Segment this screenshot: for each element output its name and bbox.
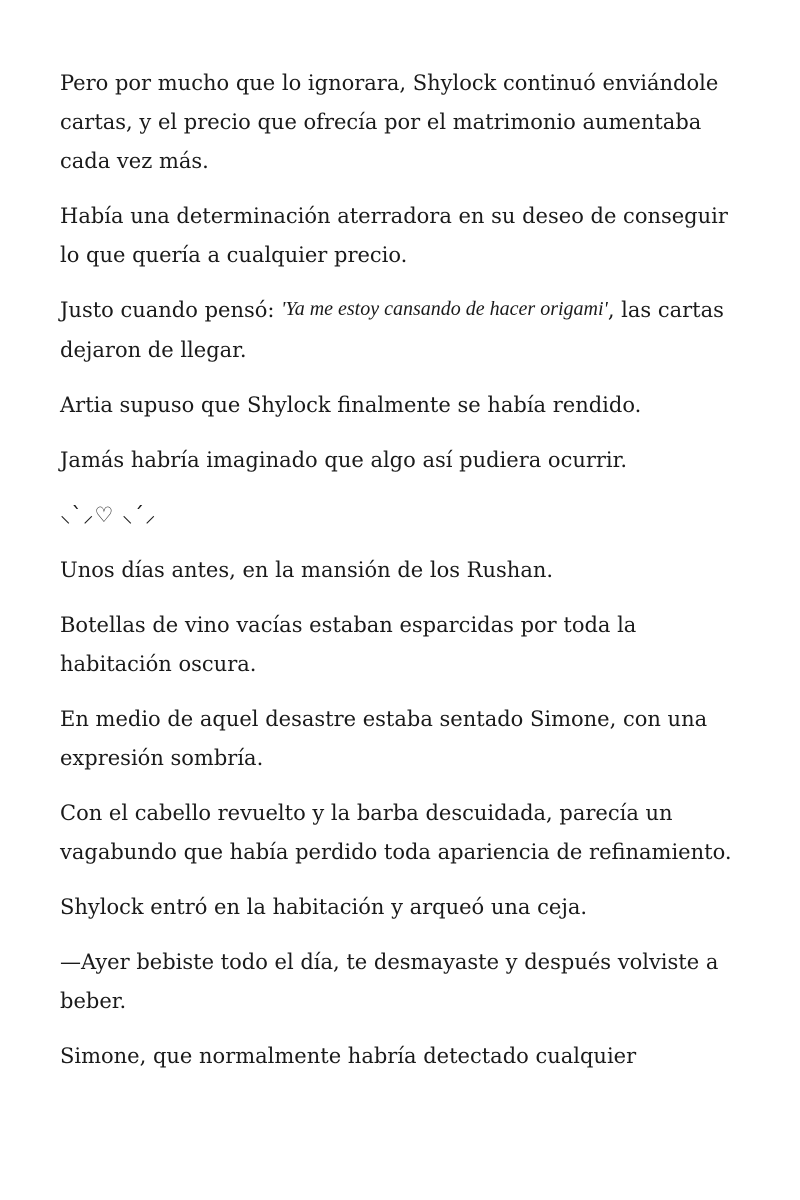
inner-thought: 'Ya me estoy cansando de hacer origami' [281, 298, 608, 320]
paragraph: Artia supuso que Shylock finalmente se había rendido. [60, 393, 642, 417]
paragraph: Había una determinación aterradora en su deseo de conseguir lo que quería a cualquier precio. [60, 204, 728, 267]
paragraph: Unos días antes, en la mansión de los Rushan. [60, 558, 554, 582]
scene-divider: ⸜`⸝♡ ⸜´⸝ [60, 503, 157, 527]
paragraph: Pero por mucho que lo ignorara, Shylock continuó enviándole cartas, y el precio que ofrecía por el matrimonio aumentaba cada vez más. [60, 71, 719, 173]
paragraph-text-after: , las cartas dejaron de llegar. [60, 298, 724, 362]
paragraph [60, 291, 750, 370]
paragraph: Jamás habría imaginado que algo así pudiera ocurrir. [60, 448, 628, 472]
paragraph-text-before: Justo cuando pensó: [60, 298, 282, 322]
paragraph: Botellas de vino vacías estaban esparcidas por toda la habitación oscura. [60, 613, 637, 676]
document-body [60, 64, 750, 1092]
paragraph: —Ayer bebiste todo el día, te desmayaste y después volviste a beber. [60, 950, 719, 1013]
paragraph: En medio de aquel desastre estaba sentado Simone, con una expresión sombría. [60, 707, 708, 770]
paragraph: Simone, que normalmente habría detectado cualquier [60, 1044, 637, 1068]
paragraph: Shylock entró en la habitación y arqueó una ceja. [60, 895, 588, 919]
paragraph: Con el cabello revuelto y la barba descuidada, parecía un vagabundo que había perdido toda apariencia de refinamiento. [60, 801, 732, 864]
